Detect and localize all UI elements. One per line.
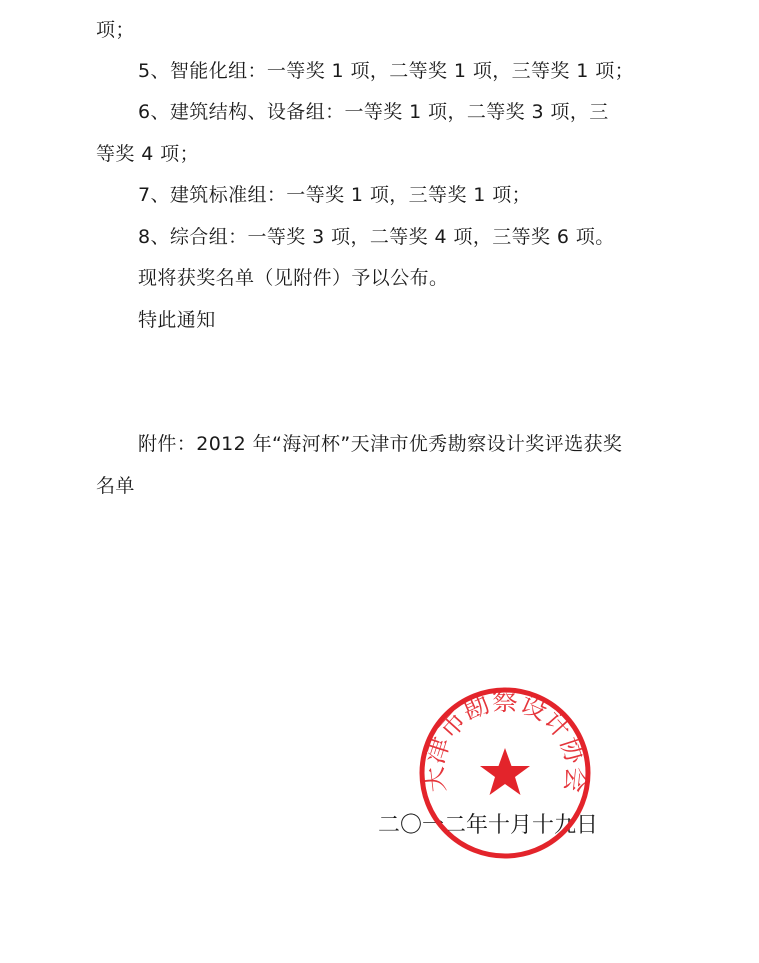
attachment-line-2: 名单 — [96, 475, 135, 497]
text-line-3: 6、建筑结构、设备组：一等奖 1 项，二等奖 3 项，三 — [138, 101, 609, 123]
seal-star-icon — [480, 748, 530, 795]
issue-date: 二〇一二年十月十九日 — [378, 813, 599, 838]
seal-text: 天津市勘察设计协会 — [419, 686, 591, 795]
text-line-8: 特此通知 — [138, 309, 216, 331]
text-line-5: 7、建筑标准组：一等奖 1 项，三等奖 1 项； — [138, 184, 532, 206]
attachment-line: 附件：2012 年“海河杯”天津市优秀勘察设计奖评选获奖 — [138, 433, 623, 455]
text-line-4: 等奖 4 项； — [96, 143, 199, 165]
official-seal — [418, 686, 592, 860]
text-line-7: 现将获奖名单（见附件）予以公布。 — [138, 267, 449, 289]
text-line-6: 8、综合组：一等奖 3 项，二等奖 4 项，三等奖 6 项。 — [138, 226, 615, 248]
text-line-1: 项； — [96, 19, 135, 41]
text-line-2: 5、智能化组：一等奖 1 项，二等奖 1 项，三等奖 1 项； — [138, 60, 634, 82]
